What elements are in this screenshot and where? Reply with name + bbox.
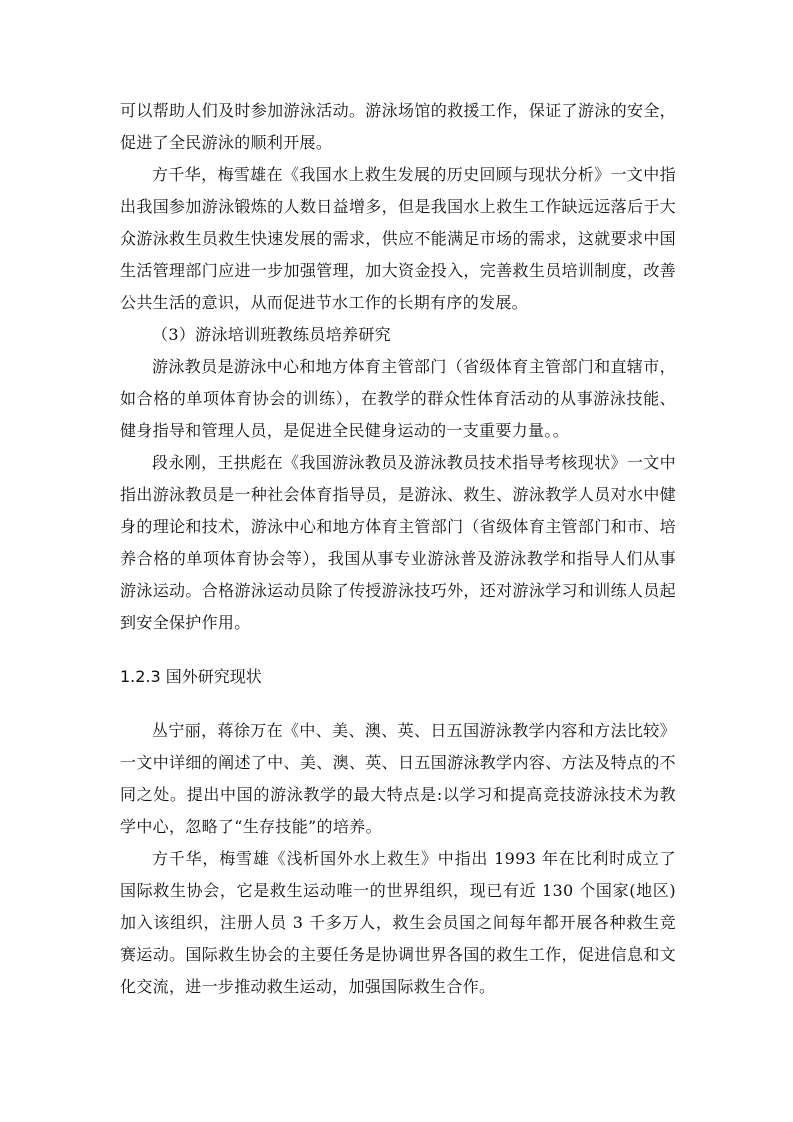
spacer <box>120 693 676 715</box>
spacer <box>120 639 676 661</box>
paragraph-rescue-development: 方千华，梅雪雄在《我国水上救生发展的历史回顾与现状分析》一文中指出我国参加游泳锻炼的人数日益增多，但是我国水上救生工作缺远远落后于大众游泳救生员救生快速发展的需求，供应不能满足市场的需求，这就要求中国生活管理部门应进一步加强管理，加大资金投入，完善救生员培训制度，改善公共生活的意识，从而促进节水工作的长期有序的发展。 <box>120 165 676 312</box>
document-body <box>120 95 676 1003</box>
paragraph-swimming-instructors: 游泳教员是游泳中心和地方体育主管部门（省级体育主管部门和直辖市，如合格的单项体育协会的训练），在教学的群众性体育活动的从事游泳技能、健身指导和管理人员，是促进全民健身运动的一支重要力量。。 <box>120 357 676 440</box>
section-heading: 1.2.3 国外研究现状 <box>120 667 262 686</box>
paragraph-continuation: 可以帮助人们及时参加游泳活动。游泳场馆的救援工作，保证了游泳的安全，促进了全民游泳的顺利开展。 <box>120 101 676 152</box>
paragraph-instructor-assessment: 段永刚，王拱彪在《我国游泳教员及游泳教员技术指导考核现状》一文中指出游泳教员是一种社会体育指导员，是游泳、救生、游泳教学人员对水中健身的理论和技术，游泳中心和地方体育主管部门（省级体育主管部门和市、培养合格的单项体育协会等），我国从事专业游泳普及游泳教学和指导人们从事游泳运动。合格游泳运动员除了传授游泳技巧外，还对游泳学习和训练人员起到安全保护作用。 <box>120 453 676 632</box>
subsection-heading: （3）游泳培训班教练员培养研究 <box>152 325 391 344</box>
paragraph-five-country-comparison: 丛宁丽，蒋徐万在《中、美、澳、英、日五国游泳教学内容和方法比较》一文中详细的阐述了中、美、澳、英、日五国游泳教学内容、方法及特点的不同之处。提出中国的游泳教学的最大特点是:以学习和提高竞技游泳技术为教学中心，忽略了“生存技能”的培养。 <box>120 721 676 836</box>
paragraph-international-rescue: 方千华，梅雪雄《浅析国外水上救生》中指出 1993 年在比利时成立了国际救生协会，它是救生运动唯一的世界组织，现已有近 130 个国家(地区)加入该组织，注册人员 3 千多万人，救生会员国之间每年都开展各种救生竞赛运动。国际救生协会的主要任务是协调世界各国的救生工作，促进信息和文化交流，进一步推动救生运动，加强国际救生合作。 <box>120 849 676 996</box>
